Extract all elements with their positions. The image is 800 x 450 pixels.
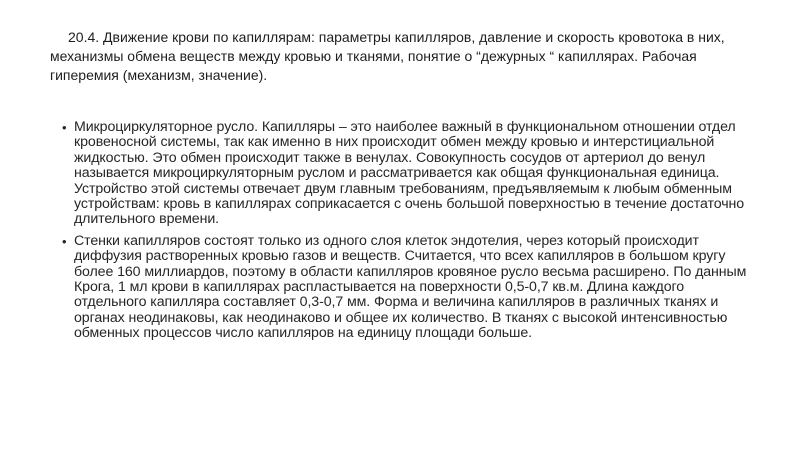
bullet-list [62, 120, 752, 348]
bullet-item [62, 120, 752, 228]
bullet-item [62, 234, 752, 342]
bullet-marker-icon: • [62, 233, 67, 249]
slide-title: 20.4. Движение крови по капиллярам: параметры капилляров, давление и скорость кровотока в них, механизмы обмена веществ между кровью и тканями, понятие о “дежурных “ капиллярах. Рабочая гиперемия (механизм, значение). [50, 29, 725, 83]
bullet-text: Стенки капилляров состоят только из одного слоя клеток эндотелия, через который происходит диффузия растворенных кровью газов и веществ. Считается, что всех капилляров в большом кругу более 160 миллиардов, поэтому в области капилляров кровяное русло весьма расширено. По данным Крога, 1 мл крови в капиллярах распластывается на поверхности 0,5-0,7 кв.м. Длина каждого отдельного капилляра составляет 0,3-0,7 мм. Форма и величина капилляров в различных тканях и органах неодинаковы, как неодинаково и общее их количество. В тканях с высокой интенсивностью обменных процессов число капилляров на единицу площади больше. [74, 232, 747, 342]
bullet-marker-icon: • [62, 120, 67, 135]
bullet-text: Микроциркуляторное русло. Капилляры – это наиболее важный в функциональном отношении отдел кровеносной системы, так как именно в них происходит обмен между кровью и интерстициальной жидкостью. Это обмен происходит также в венулах. Совокупность сосудов от артериол до венул называется микроциркуляторным руслом и рассматривается как общая функциональная единица. Устройство этой системы отвечает двум главным требованиям, предъявляемым к любым обменным устройствам: кровь в капиллярах соприкасается с очень большой поверхностью в течение достаточно длительного времени. [74, 119, 745, 228]
